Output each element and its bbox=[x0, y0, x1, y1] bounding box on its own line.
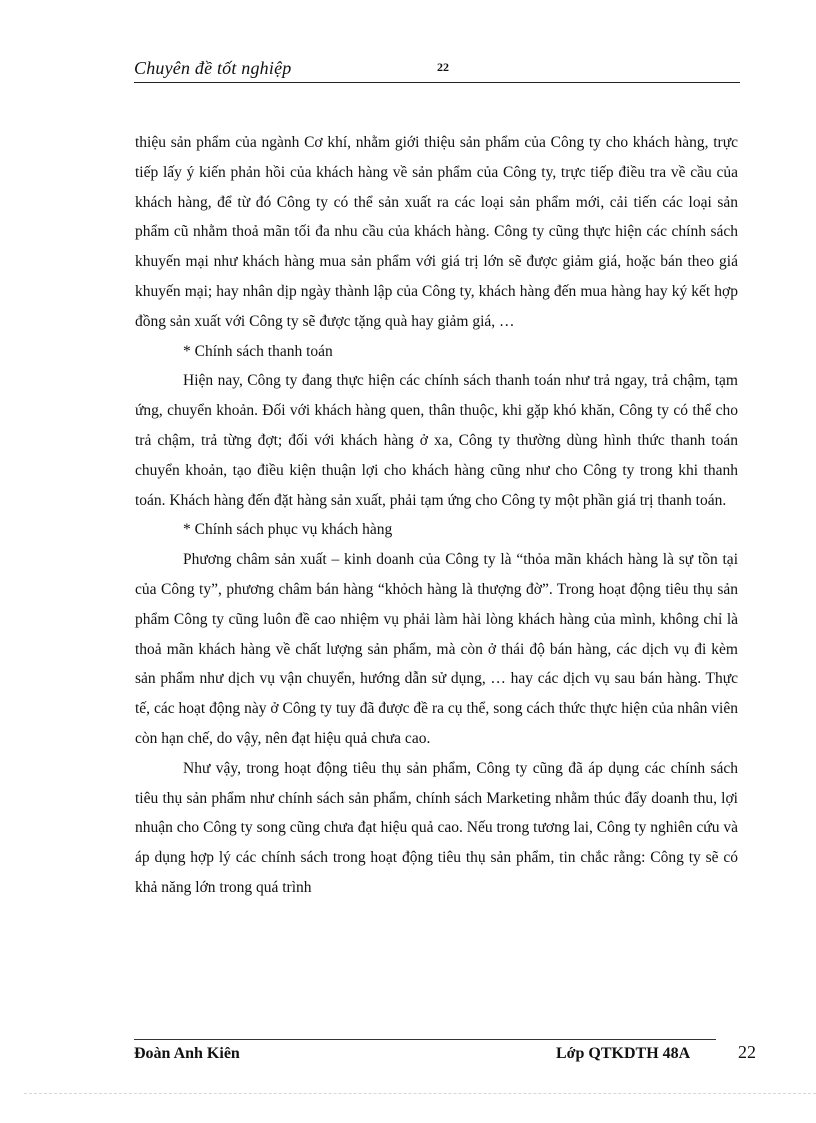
document-header-title: Chuyên đề tốt nghiệp bbox=[134, 58, 292, 78]
footer-class-name: Lớp QTKDTH 48A bbox=[556, 1045, 691, 1062]
paragraph-payment-policy: Hiện nay, Công ty đang thực hiện các chính sách thanh toán như trả ngay, trả chậm, tạm ứng, chuyển khoản. Đối với khách hàng quen, thân thuộc, khi gặp khó khăn, Công ty có thể cho trả chậm, trả từng đợt; đối với khách hàng ở xa, Công ty thường dùng hình thức thanh toán chuyển khoản, tạo điều kiện thuận lợi cho khách hàng cũng như cho Công ty trong khi thanh toán. Khách hàng đến đặt hàng sản xuất, phải tạm ứng cho Công ty một phần giá trị thanh toán. bbox=[135, 372, 738, 509]
paragraph-continuation: thiệu sản phẩm của ngành Cơ khí, nhằm giới thiệu sản phẩm của Công ty cho khách hàng, trực tiếp lấy ý kiến phản hồi của khách hàng về sản phẩm của Công ty, trực tiếp điều tra về cầu của khách hàng, để từ đó Công ty có thể sản xuất ra các loại sản phẩm mới, cải tiến các loại sản phẩm cũ nhằm thoả mãn tối đa nhu cầu của khách hàng. Công ty cũng thực hiện các chính sách khuyến mại như khách hàng mua sản phẩm với giá trị lớn sẽ được giảm giá, hoặc bán theo giá khuyến mại; hay nhân dịp ngày thành lập của Công ty, khách hàng đến mua hàng hay ký kết hợp đồng sản xuất với Công ty sẽ được tặng quà hay giảm giá, … bbox=[135, 134, 738, 330]
section-heading-customer-service-policy: * Chính sách phục vụ khách hàng bbox=[183, 521, 393, 539]
document-body bbox=[135, 128, 738, 903]
footer-page-number: 22 bbox=[738, 1042, 756, 1062]
footer-divider bbox=[134, 1039, 716, 1040]
header-page-number: 22 bbox=[437, 60, 449, 74]
section-heading-payment-policy: * Chính sách thanh toán bbox=[183, 342, 333, 360]
page-bottom-edge bbox=[24, 1093, 816, 1094]
paragraph-conclusion: Như vậy, trong hoạt động tiêu thụ sản phẩm, Công ty cũng đã áp dụng các chính sách tiêu thụ sản phẩm như chính sách sản phẩm, chính sách Marketing nhằm thúc đẩy doanh thu, lợi nhuận cho Công ty song cũng chưa đạt hiệu quả cao. Nếu trong tương lai, Công ty nghiên cứu và áp dụng hợp lý các chính sách trong hoạt động tiêu thụ sản phẩm, tin chắc rằng: Công ty sẽ có khả năng lớn trong quá trình bbox=[135, 759, 738, 896]
footer-author: Đoàn Anh Kiên bbox=[134, 1045, 240, 1062]
header-divider bbox=[134, 82, 740, 83]
paragraph-customer-service-policy: Phương châm sản xuất – kinh doanh của Công ty là “thỏa mãn khách hàng là sự tồn tại của Công ty”, phương châm bán hàng “khỏch hàng là thượng đờ”. Trong hoạt động tiêu thụ sản phẩm Công ty cũng luôn đề cao nhiệm vụ phải làm hài lòng khách hàng của mình, không chỉ là thoả mãn khách hàng về chất lượng sản phẩm, mà còn ở thái độ bán hàng, các dịch vụ đi kèm sản phẩm như dịch vụ vận chuyển, hướng dẫn sử dụng, … hay các dịch vụ sau bán hàng. Thực tế, các hoạt động này ở Công ty tuy đã được đề ra cụ thể, song cách thức thực hiện của nhân viên còn hạn chế, do vậy, nên đạt hiệu quả chưa cao. bbox=[135, 551, 738, 747]
